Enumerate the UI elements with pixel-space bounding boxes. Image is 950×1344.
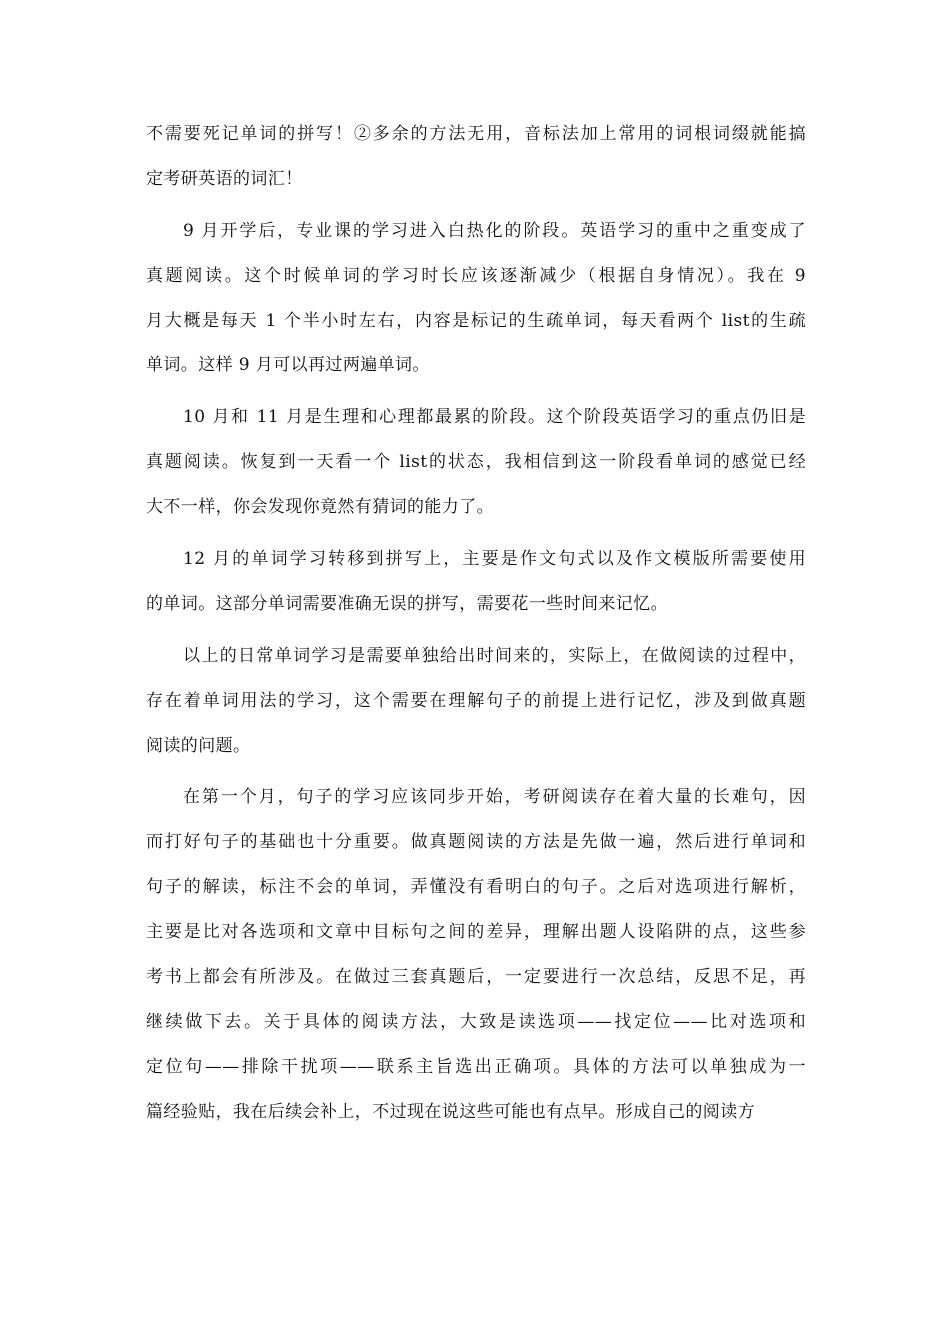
text-line: 真题阅读。恢复到一天看一个 list的状态，我相信到这一阶段看单词的感觉已经	[146, 452, 806, 473]
paragraph	[146, 634, 806, 769]
text-line: 12 月的单词学习转移到拼写上，主要是作文句式以及作文模版所需要使用	[183, 549, 806, 570]
paragraph	[146, 209, 806, 389]
text-line: 单词。这样 9 月可以再过两遍单词。	[146, 355, 430, 376]
paragraph	[146, 112, 806, 202]
text-line: 10 月和 11 月是生理和心理都最累的阶段。这个阶段英语学习的重点仍旧是	[183, 407, 806, 428]
text-line: 考书上都会有所涉及。在做过三套真题后，一定要进行一次总结，反思不足，再	[146, 967, 806, 988]
text-line: 继续做下去。关于具体的阅读方法，大致是读选项——找定位——比对选项和	[146, 1011, 806, 1032]
text-line: 存在着单词用法的学习，这个需要在理解句子的前提上进行记忆，涉及到做真题	[146, 690, 806, 711]
text-line: 以上的日常单词学习是需要单独给出时间来的，实际上，在做阅读的过程中，	[183, 645, 806, 666]
text-line: 在第一个月，句子的学习应该同步开始，考研阅读存在着大量的长难句，因	[183, 787, 806, 808]
text-line: 句子的解读，标注不会的单词，弄懂没有看明白的句子。之后对选项进行解析，	[146, 877, 806, 898]
text-line: 月大概是每天 1 个半小时左右，内容是标记的生疏单词，每天看两个 list的生疏	[146, 310, 806, 331]
text-line: 定位句——排除干扰项——联系主旨选出正确项。具体的方法可以单独成为一	[146, 1056, 806, 1077]
text-line: 不需要死记单词的拼写！②多余的方法无用，音标法加上常用的词根词缀就能搞	[146, 124, 806, 144]
paragraph	[146, 775, 806, 1134]
paragraph	[146, 537, 806, 627]
text-line: 定考研英语的词汇！	[146, 168, 303, 189]
text-line: 篇经验贴，我在后续会补上，不过现在说这些可能也有点早。形成自己的阅读方	[146, 1101, 755, 1122]
text-line: 的单词。这部分单词需要准确无误的拼写，需要花一些时间来记忆。	[146, 593, 668, 614]
text-line: 大不一样，你会发现你竟然有猜词的能力了。	[146, 497, 494, 518]
text-line: 真题阅读。这个时候单词的学习时长应该逐渐减少（根据自身情况）。我在 9	[146, 265, 806, 286]
text-line: 阅读的问题。	[146, 735, 251, 756]
body-text	[146, 112, 806, 1142]
text-line: 主要是比对各选项和文章中目标句之间的差异，理解出题人设陷阱的点，这些参	[146, 922, 806, 943]
paragraph	[146, 395, 806, 530]
text-line: 而打好句子的基础也十分重要。做真题阅读的方法是先做一遍，然后进行单词和	[146, 832, 806, 853]
text-line: 9 月开学后，专业课的学习进入白热化的阶段。英语学习的重中之重变成了	[183, 220, 806, 241]
